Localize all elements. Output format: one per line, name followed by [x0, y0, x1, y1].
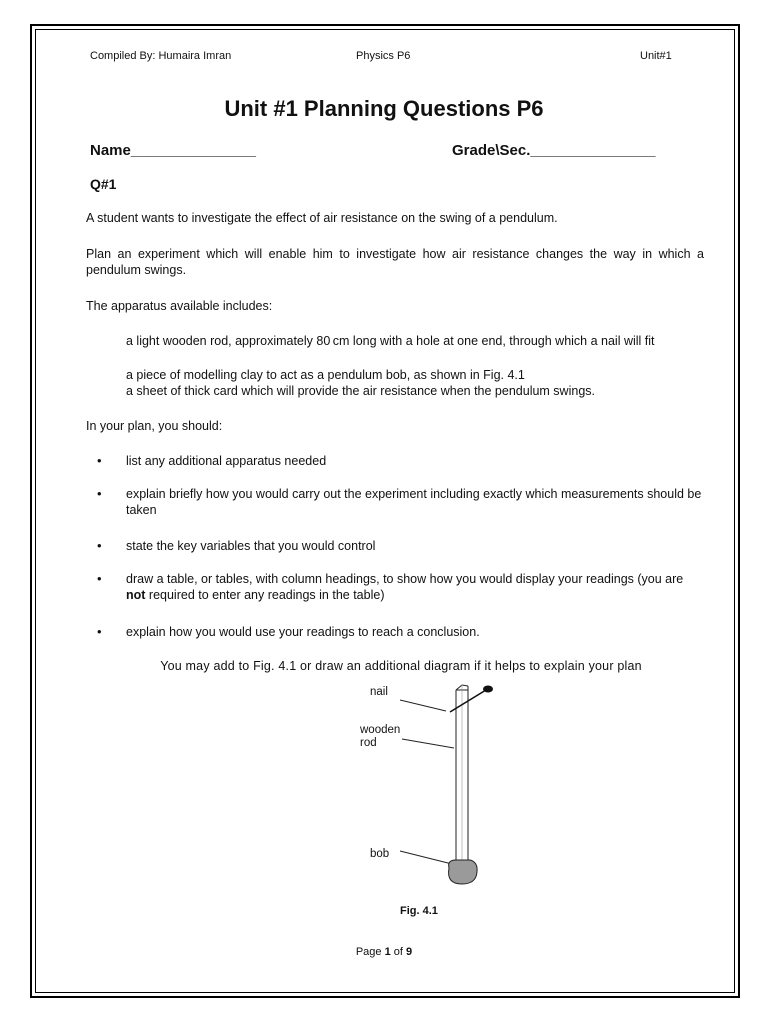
name-field: Name_______________	[90, 142, 256, 159]
bullet-text: draw a table, or tables, with column headings, to show how you would display your readings (you are	[126, 572, 684, 586]
nail-leader	[400, 700, 446, 711]
apparatus-intro: The apparatus available includes:	[86, 299, 273, 313]
bullet-item: explain how you would use your readings to reach a conclusion.	[126, 625, 480, 639]
nail-label: nail	[370, 686, 388, 698]
intro-text: A student wants to investigate the effect of air resistance on the swing of a pendulum.	[86, 211, 558, 225]
header-unit: Unit#1	[640, 50, 672, 62]
grade-field: Grade\Sec._______________	[452, 142, 656, 159]
apparatus-item: a sheet of thick card which will provide the air resistance when the pendulum swings.	[126, 384, 595, 398]
header-compiled-by: Compiled By: Humaira Imran	[90, 50, 232, 62]
rod-top-left	[456, 685, 462, 690]
bullet-marker: •	[97, 571, 102, 586]
footer-page-word: Page	[355, 946, 385, 958]
rod-leader	[402, 739, 454, 748]
rod-top-right	[462, 685, 468, 686]
footer-of-word: of	[390, 946, 407, 958]
footer-total: 9	[406, 946, 413, 958]
figure-note: You may add to Fig. 4.1 or draw an additional diagram if it helps to explain your plan	[160, 659, 642, 673]
page-title: Unit #1 Planning Questions P6	[224, 96, 544, 121]
rod-label-line1: wooden	[360, 724, 401, 736]
bob-label: bob	[370, 848, 390, 860]
bullet-marker: •	[97, 453, 102, 468]
question-label: Q#1	[90, 176, 117, 192]
bullet-item: explain briefly how you would carry out the experiment including exactly which measurements should be taken	[126, 487, 702, 517]
bullet-text: required to enter any readings in the table)	[145, 588, 385, 602]
rod-label-line2: rod	[360, 737, 377, 749]
bob-shape	[449, 860, 478, 884]
bullet-item: state the key variables that you would control	[126, 539, 376, 553]
bullet-bold-not: not	[126, 588, 146, 602]
footer-page-num: 1	[384, 946, 391, 958]
header-subject: Physics P6	[356, 50, 411, 62]
plan-intro: In your plan, you should:	[86, 419, 223, 433]
figure-caption: Fig. 4.1	[400, 905, 438, 917]
bullet-item: list any additional apparatus needed	[126, 454, 327, 468]
bob-leader	[400, 851, 452, 864]
bullet-marker: •	[97, 538, 102, 553]
nail-head	[483, 686, 493, 693]
apparatus-item: a piece of modelling clay to act as a pendulum bob, as shown in Fig. 4.1	[126, 368, 525, 382]
plan-text: Plan an experiment which will enable him to investigate how air resistance changes the way in which a pendulum swings.	[86, 247, 704, 277]
apparatus-item: a light wooden rod, approximately 80 cm long with a hole at one end, through which a nail will fit	[126, 334, 655, 348]
page-footer	[0, 946, 768, 958]
bullet-marker: •	[97, 624, 102, 639]
bullet-marker: •	[97, 486, 102, 501]
